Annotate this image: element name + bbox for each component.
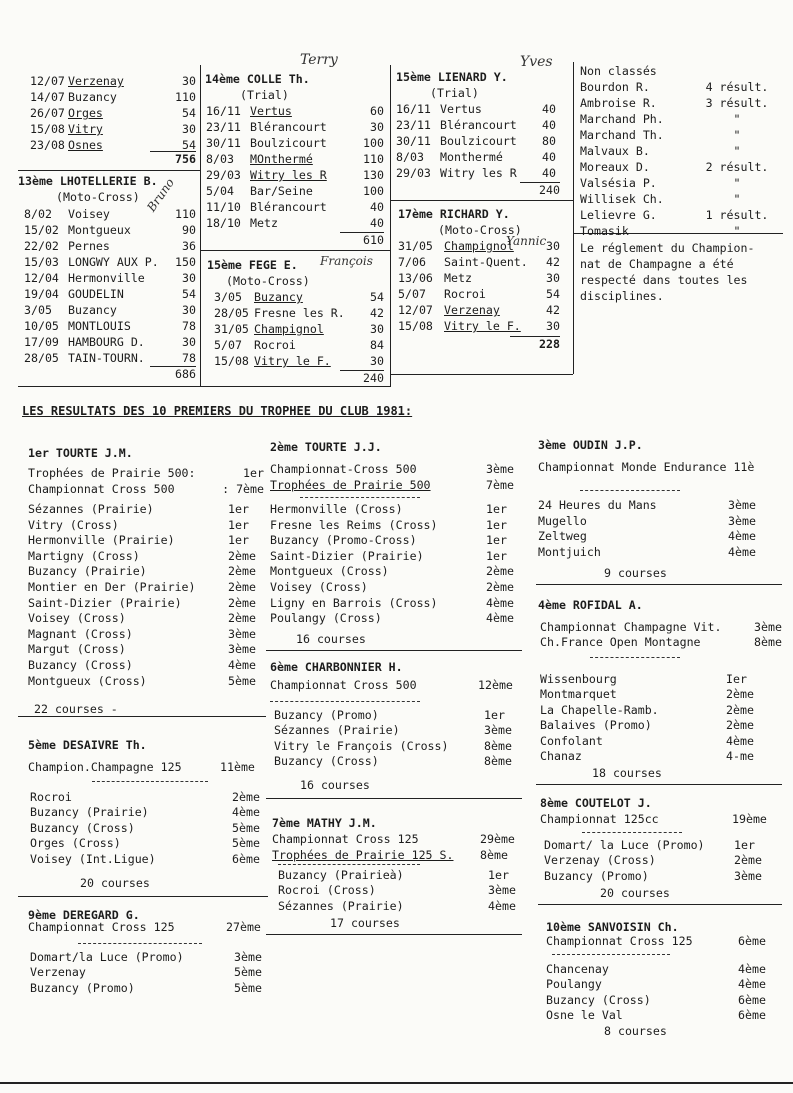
unclassified-title: Non classés bbox=[580, 64, 657, 78]
divider bbox=[538, 904, 782, 905]
result-row: 23/08 Osnes 54 bbox=[30, 138, 196, 152]
course-count: 16 courses bbox=[296, 632, 366, 646]
rider-category: (Trial) bbox=[430, 86, 479, 100]
results-list bbox=[30, 74, 196, 154]
divider bbox=[18, 386, 390, 387]
championship-list: Championnat Cross 500 12ème bbox=[270, 678, 513, 692]
dashed-divider bbox=[278, 864, 420, 865]
handwritten-name: Terry bbox=[300, 52, 338, 68]
result-row: 15/08 Vitry 30 bbox=[30, 122, 196, 136]
results-list: 31/05 Champignol 30 7/06 Saint-Quent. 42 13/06 Metz 30 5/07 Rocroi 54 12/07 Verzenay 42 15/08 Vitry le F. 30 bbox=[398, 239, 560, 333]
rider-category: (Moto-Cross) bbox=[226, 274, 310, 288]
dashed-divider bbox=[590, 657, 680, 658]
course-count: 20 courses bbox=[80, 876, 150, 890]
rider-title: 10ème SANVOISIN Ch. bbox=[546, 920, 679, 934]
results-list: 16/11 Vertus 40 23/11 Blérancourt 40 30/11 Boulzicourt 80 8/03 Monthermé 40 29/03 Witry les R 40 bbox=[396, 102, 556, 180]
result-row: 26/07 Orges 54 bbox=[30, 106, 196, 120]
rider-title: 5ème DESAIVRE Th. bbox=[28, 738, 147, 752]
rider-title: 17ème RICHARD Y. bbox=[398, 207, 510, 221]
results-list: Rocroi 2ème Buzancy (Prairie) 4ème Buzancy (Cross) 5ème Orges (Cross) 5ème Voisey (Int.Ligue) 6ème bbox=[30, 790, 260, 866]
divider bbox=[390, 200, 573, 201]
dashed-divider bbox=[580, 490, 680, 491]
course-count: 20 courses bbox=[600, 886, 670, 900]
rider-title: 14ème COLLE Th. bbox=[205, 72, 310, 86]
rider-category: (Trial) bbox=[240, 88, 289, 102]
regulation-note: Le réglement du Champion- nat de Champagne a été respecté dans toutes les disciplines. bbox=[580, 241, 755, 303]
results-list: 8/02 Voisey 110 15/02 Montgueux 90 22/02 Pernes 36 15/03 LONGWY AUX P. 150 12/04 Hermonville 30 19/04 GOUDELIN 54 3/05 Buzancy 30 10/05 MONTLOUIS 78 17/09 HAMBOURG D. 30 28/05 TAIN-TOURN. 78 bbox=[24, 207, 196, 365]
course-count: 22 courses - bbox=[34, 702, 118, 716]
divider bbox=[390, 65, 391, 387]
results-list: 3/05 Buzancy 54 28/05 Fresne les R. 42 31/05 Champignol 30 5/07 Rocroi 84 15/08 Vitry le F. 30 bbox=[214, 290, 384, 368]
course-count: 18 courses bbox=[592, 766, 662, 780]
divider bbox=[18, 896, 268, 897]
total: 686 bbox=[175, 367, 196, 381]
rider-title: 6ème CHARBONNIER H. bbox=[270, 660, 403, 674]
total: 240 bbox=[363, 371, 384, 385]
course-count: 16 courses bbox=[300, 778, 370, 792]
course-count: 17 courses bbox=[330, 916, 400, 930]
result-row: 14/07 Buzancy 110 bbox=[30, 90, 196, 104]
dashed-divider bbox=[92, 781, 208, 782]
championship-list: Championnat Cross 125 27ème bbox=[28, 920, 261, 934]
divider bbox=[536, 584, 782, 585]
divider bbox=[573, 62, 574, 374]
rider-title: 7ème MATHY J.M. bbox=[272, 816, 377, 830]
unclassified-list: Bourdon R. 4 résult. Ambroise R. 3 résult. Marchand Ph. " Marchand Th. " Malvaux B. " Moreaux D. 2 résult. Valsésia P. " Willisek Ch. " Lelievre G. 1 résult. Tomasik " bbox=[580, 80, 769, 238]
results-list: 24 Heures du Mans 3ème Mugello 3ème Zeltweg 4ème Montjuich 4ème bbox=[538, 498, 756, 559]
dashed-divider bbox=[78, 943, 202, 944]
total: 756 bbox=[175, 152, 196, 166]
section-title: LES RESULTATS DES 10 PREMIERS DU TROPHEE DU CLUB 1981: bbox=[22, 404, 413, 418]
results-list: Wissenbourg Ier Montmarquet 2ème La Chapelle-Ramb. 2ème Balaives (Promo) 2ème Confolant 4ème Chanaz 4-me bbox=[540, 672, 754, 763]
rider-title: 13ème LHOTELLERIE B. bbox=[18, 174, 158, 188]
total: 240 bbox=[539, 183, 560, 197]
rider-title: 9ème DEREGARD G. bbox=[28, 908, 140, 922]
rider-category: (Moto-Cross) bbox=[56, 190, 140, 204]
divider bbox=[200, 65, 201, 387]
results-list: Buzancy (Prairieà) 1er Rocroi (Cross) 3ème Sézannes (Prairie) 4ème bbox=[278, 868, 516, 913]
divider bbox=[266, 934, 522, 935]
championship-list: Champion.Champagne 125 11ème bbox=[28, 760, 255, 774]
dashed-divider bbox=[270, 701, 420, 702]
championship-list: Trophées de Prairie 500: 1er Championnat Cross 500 : 7ème bbox=[28, 466, 264, 496]
results-list: Chancenay 4ème Poulangy 4ème Buzancy (Cross) 6ème Osne le Val 6ème bbox=[546, 962, 766, 1023]
rider-title: 2ème TOURTE J.J. bbox=[270, 440, 382, 454]
rider-title: 15ème LIENARD Y. bbox=[396, 70, 508, 84]
bottom-rule bbox=[0, 1082, 793, 1084]
divider bbox=[18, 170, 200, 171]
course-count: 9 courses bbox=[604, 566, 667, 580]
handwritten-name: François bbox=[320, 254, 373, 268]
result-row: 12/07 Verzenay 30 bbox=[30, 74, 196, 88]
divider bbox=[536, 784, 782, 785]
championship-item: Championnat Monde Endurance 11è bbox=[538, 460, 755, 474]
results-list: Hermonville (Cross) 1er Fresne les Reims (Cross) 1er Buzancy (Promo-Cross) 1er Saint-Dizier (Prairie) 1er Montgueux (Cross) 2ème Voisey (Cross) 2ème Ligny en Barrois (Cross) 4ème Poulangy (Cross) 4ème bbox=[270, 502, 514, 626]
rider-category: (Moto-Cross) bbox=[438, 223, 522, 237]
results-list: Domart/la Luce (Promo) 3ème Verzenay 5ème Buzancy (Promo) 5ème bbox=[30, 950, 262, 995]
championship-list: Championnat 125cc 19ème bbox=[540, 812, 767, 826]
championship-list: Championnat-Cross 500 3ème Trophées de Prairie 500 7ème bbox=[270, 462, 514, 492]
dashed-divider bbox=[300, 497, 420, 498]
dashed-divider bbox=[582, 832, 682, 833]
handwritten-name: Yannic bbox=[506, 234, 547, 248]
total: 610 bbox=[363, 233, 384, 247]
results-list: Sézannes (Prairie) 1er Vitry (Cross) 1er Hermonville (Prairie) 1er Martigny (Cross) 2ème Buzancy (Prairie) 2ème Montier en Der (Prairie) 2ème Saint-Dizier (Prairie) 2ème Voisey (Cross) 2ème Magnant (Cross) 3ème Margut (Cross) 3ème Buzancy (Cross) 4ème Montgueux (Cross) 5ème bbox=[28, 502, 256, 688]
results-list: 16/11 Vertus 60 23/11 Blérancourt 30 30/11 Boulzicourt 100 8/03 MOnthermé 110 29/03 Witry les R 130 5/04 Bar/Seine 100 11/10 Blérancourt 40 18/10 Metz 40 bbox=[206, 104, 384, 230]
divider bbox=[266, 798, 522, 799]
results-list: Buzancy (Promo) 1er Sézannes (Prairie) 3ème Vitry le François (Cross) 8ème Buzancy (Cross) 8ème bbox=[274, 708, 512, 769]
rider-title: 15ème FEGE E. bbox=[207, 258, 298, 272]
rider-title: 8ème COUTELOT J. bbox=[540, 796, 652, 810]
championship-list: Championnat Cross 125 6ème bbox=[546, 934, 766, 948]
results-list: Domart/ la Luce (Promo) 1er Verzenay (Cross) 2ème Buzancy (Promo) 3ème bbox=[544, 838, 762, 883]
rider-title: 1er TOURTE J.M. bbox=[28, 446, 133, 460]
rider-title: 4ème ROFIDAL A. bbox=[538, 598, 643, 612]
rider-title: 3ème OUDIN J.P. bbox=[538, 438, 643, 452]
dashed-divider bbox=[552, 954, 670, 955]
course-count: 8 courses bbox=[604, 1024, 667, 1038]
divider bbox=[266, 650, 522, 651]
handwritten-name: Yves bbox=[520, 54, 553, 70]
divider bbox=[390, 374, 573, 375]
divider bbox=[200, 250, 390, 251]
divider bbox=[18, 716, 266, 717]
championship-list: Championnat Champagne Vit. 3ème Ch.France Open Montagne 8ème bbox=[540, 620, 782, 649]
championship-list: Championnat Cross 125 29ème Trophées de Prairie 125 S. 8ème bbox=[272, 832, 515, 862]
handwritten-name: Bruno bbox=[144, 175, 178, 215]
total: 228 bbox=[539, 337, 560, 351]
